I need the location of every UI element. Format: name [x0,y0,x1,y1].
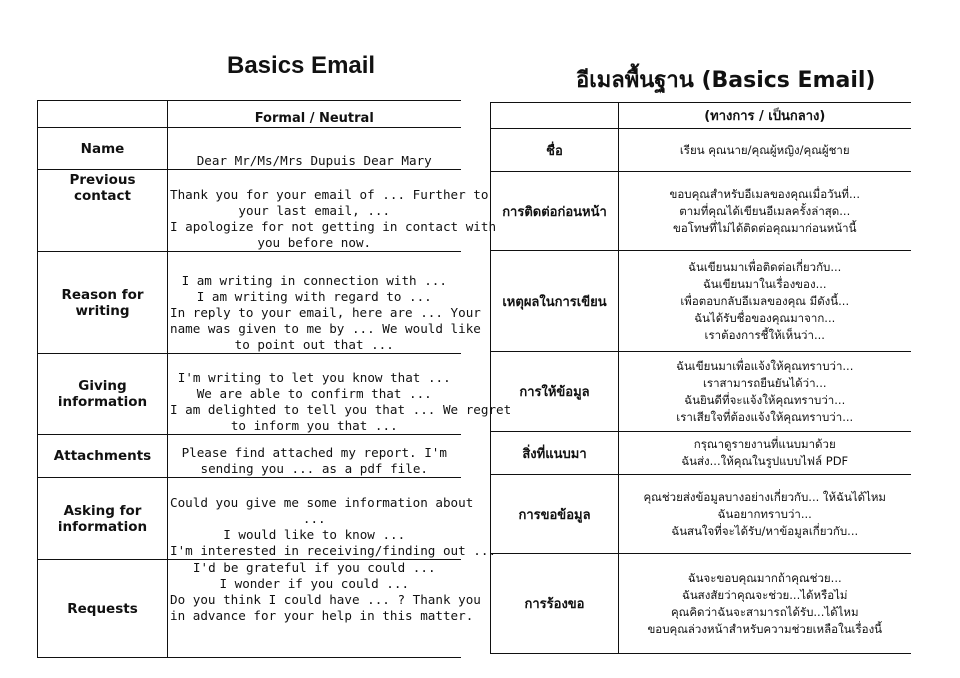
table-row [38,478,461,560]
left-title: Basics Email [227,52,376,79]
phrase-line: name was given to me by ... We would like [170,321,481,336]
phrase-line: ฉันสงสัยว่าคุณจะช่วย...ได้หรือไม่ [681,587,848,602]
phrase-line: Dear Mr/Ms/Mrs Dupuis Dear Mary [196,153,432,168]
table-row [491,251,911,352]
phrase-line: ... [302,511,326,526]
table-row [491,129,911,172]
phrase-line: We are able to confirm that ... [196,386,432,401]
table-row [491,475,911,554]
table-row [491,432,911,475]
phrase-line: I am delighted to tell you that ... We regret [170,402,512,417]
phrase-line: กรุณาดูรายงานที่แนบมาด้วย [693,437,836,451]
row-label: Previous contact [38,170,168,252]
phrase-line: I'm writing to let you know that ... [177,370,451,385]
phrase-line: ฉันสนใจที่จะได้รับ/หาข้อมูลเกี่ยวกับ... [671,523,859,538]
row-label: Asking for information [38,478,168,560]
english-phrases-table [37,100,512,658]
table-row [38,435,461,478]
phrase-line: I am writing with regard to ... [196,289,432,304]
phrase-line: to point out that ... [234,337,394,352]
phrase-line: ฉันจะขอบคุณมากถ้าคุณช่วย... [687,570,842,585]
phrase-line: เราเสียใจที่ต้องแจ้งให้คุณทราบว่า... [676,409,854,424]
table-row [491,172,911,251]
phrase-line: ขอบคุณสำหรับอีเมลของคุณเมื่อวันที่... [669,186,860,201]
thai-phrases-table [490,102,911,654]
phrase-line: ฉันเขียนมาในเรื่องของ... [702,276,827,291]
phrase-line: ตามที่คุณได้เขียนอีเมลครั้งล่าสุด... [679,203,851,218]
phrase-line: Do you think I could have ... ? Thank you [170,592,481,607]
table-row [491,352,911,432]
row-label: Reason for writing [38,252,168,354]
row-label: Giving information [38,354,168,435]
phrase-line: I'm interested in receiving/finding out ... [170,543,497,558]
row-label: เหตุผลในการเขียน [491,251,619,352]
row-label: Requests [38,560,168,658]
row-label: การติดต่อก่อนหน้า [491,172,619,251]
table-row [491,554,911,654]
table-row [38,170,461,252]
right-title: อีเมลพื้นฐาน (Basics Email) [576,68,876,93]
phrase-line: เราต้องการชี้ให้เห็นว่า... [704,327,825,342]
phrase-line: I apologize for not getting in contact with [170,219,497,234]
phrase-line: I would like to know ... [223,527,406,542]
phrase-line: เรียน คุณนาย/คุณผู้หญิง/คุณผู้ชาย [679,142,850,157]
phrase-line: ฉันส่ง...ให้คุณในรูปแบบไฟล์ PDF [681,454,849,468]
row-label: การให้ข้อมูล [491,352,619,432]
phrase-line: your last email, ... [238,203,391,218]
formal-neutral-header: Formal / Neutral [168,101,461,128]
phrase-line: you before now. [257,235,372,250]
phrase-line: sending you ... as a pdf file. [200,461,428,476]
phrase-line: ฉันได้รับชื่อของคุณมาจาก... [694,310,836,325]
phrase-line: I wonder if you could ... [219,576,410,591]
row-label: Attachments [38,435,168,478]
phrase-line: คุณช่วยส่งข้อมูลบางอย่างเกี่ยวกับ... ให้ฉันได้ไหม [643,489,887,504]
row-label: สิ่งที่แนบมา [491,432,619,475]
phrase-line: ขอบคุณล่วงหน้าสำหรับความช่วยเหลือในเรื่องนี้ [647,621,883,636]
phrase-line: to inform you that ... [230,418,398,433]
phrase-line: I am writing in connection with ... [181,273,447,288]
row-label: การร้องขอ [491,554,619,654]
thai-header: (ทางการ / เป็นกลาง) [619,103,911,129]
phrase-line: ขอโทษที่ไม่ได้ติดต่อคุณมาก่อนหน้านี้ [672,220,857,235]
phrase-line: Please find attached my report. I'm [181,445,447,460]
phrase-line: ฉันอยากทราบว่า... [717,506,812,521]
row-label: การขอข้อมูล [491,475,619,554]
table-row [38,560,461,658]
phrase-line: เพื่อตอบกลับอีเมลของคุณ มีดังนี้... [680,293,850,308]
phrase-line: in advance for your help in this matter. [170,608,474,623]
table-row [38,354,461,435]
row-label: ชื่อ [491,129,619,172]
phrase-line: ฉันเขียนมาเพื่อติดต่อเกี่ยวกับ... [688,259,842,274]
phrase-line: Thank you for your email of ... Further to [170,187,489,202]
phrase-line [170,137,459,153]
phrase-line: ฉันเขียนมาเพื่อแจ้งให้คุณทราบว่า... [676,358,854,373]
phrase-line: I'd be grateful if you could ... [192,560,436,575]
table-row [38,128,461,170]
phrase-line: เราสามารถยืนยันได้ว่า... [702,375,827,390]
phrase-line: In reply to your email, here are ... Your [170,305,481,320]
table-row [38,252,461,354]
phrase-line: ฉันยินดีที่จะแจ้งให้คุณทราบว่า... [684,392,846,407]
row-label: Name [38,128,168,170]
phrase-line: คุณคิดว่าฉันจะสามารถได้รับ...ได้ไหม [670,604,859,619]
phrase-line: Could you give me some information about [170,495,474,510]
